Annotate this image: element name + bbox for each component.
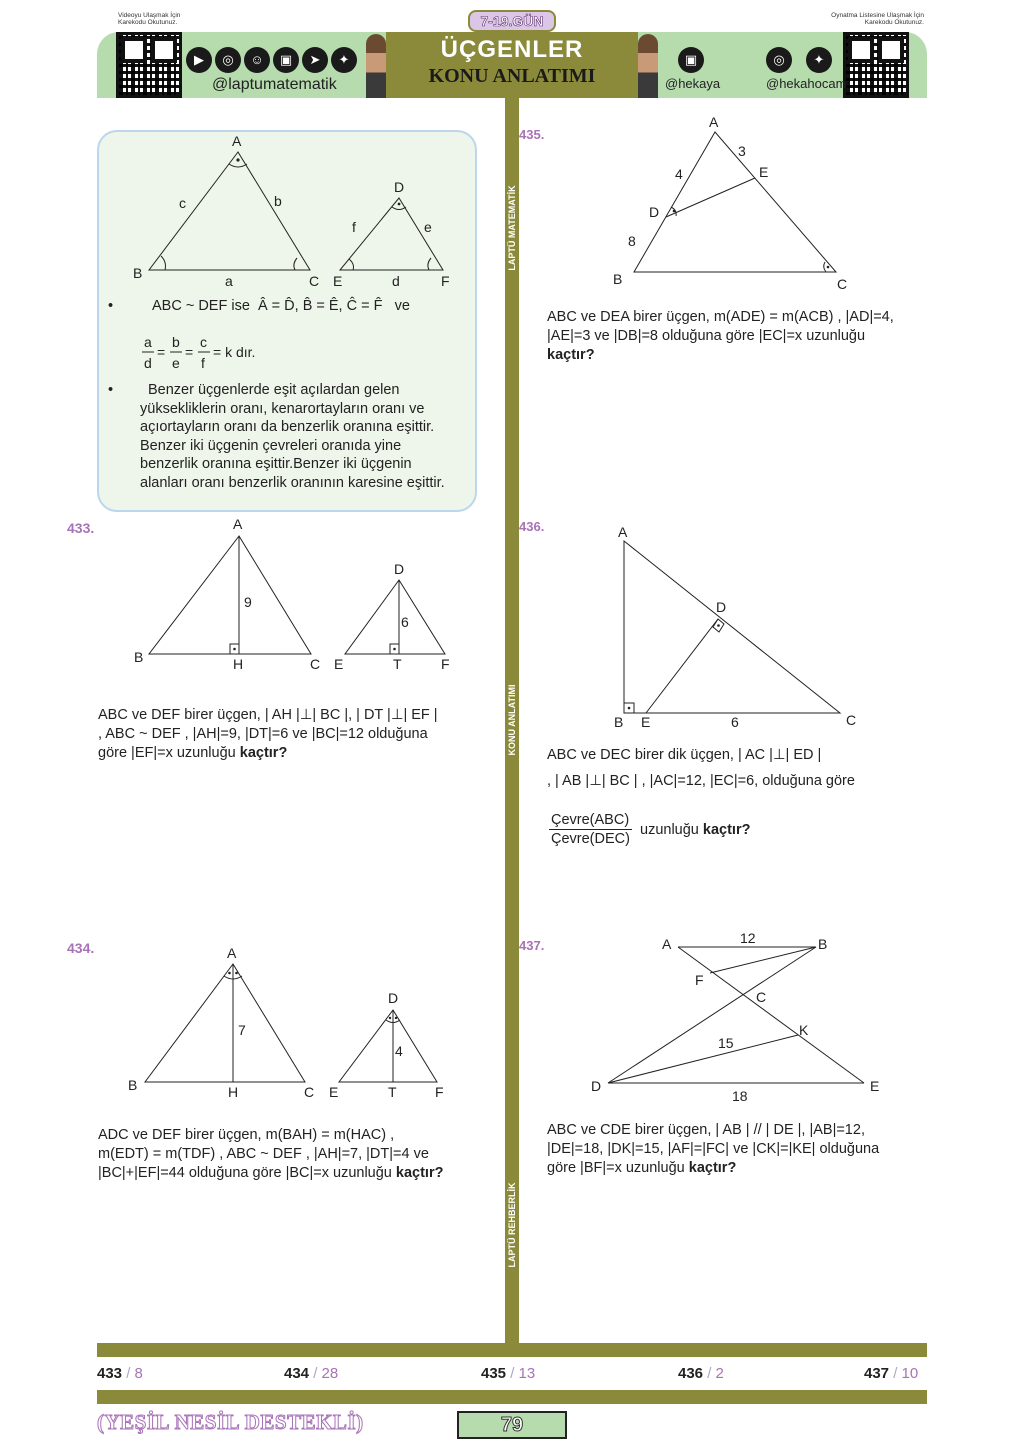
q437-label-E: E [870,1078,880,1094]
svg-text:c: c [200,334,207,350]
angle-equalities: Â = D̂, B̂ = Ê, Ĉ = F̂ [257,298,383,314]
q433-label-T: T [393,656,402,672]
left-avatar [366,34,386,98]
answer-bar-top-line [97,1343,927,1357]
q433-label-C: C [310,656,321,672]
q435-label-A: A [709,114,719,130]
day-badge [468,10,556,32]
twitch-icon[interactable]: ▣ [678,47,704,73]
title-plate [386,32,638,98]
q433-label-E: E [334,656,344,672]
svg-text:f: f [201,355,205,371]
q433-label-9: 9 [244,594,252,610]
q435-label-4: 4 [675,166,683,182]
divider-label-bottom: LAPTÜ REHBERLİK [507,1182,517,1268]
frac-numerator: Çevre(ABC) [549,812,632,830]
answer-434: 434 / 28 [284,1365,339,1382]
q434-label-D: D [388,990,399,1006]
question-436-figure [600,515,870,735]
right-handle-hekahocam[interactable]: @hekahocam [766,76,847,91]
q433-label-6: 6 [401,614,409,630]
twitch-icon[interactable]: ▣ [273,47,299,73]
q434-label-C: C [304,1084,315,1100]
question-436-number: 436. [519,519,545,534]
ratio-suffix: = k dır. [213,344,256,360]
question-433-number: 433. [67,520,95,536]
q434-label-B: B [128,1077,138,1093]
q433-label-D: D [394,561,405,577]
page-title: ÜÇGENLER [440,36,584,63]
divider-label-middle: KONU ANLATIMI [507,684,517,756]
q435-label-8: 8 [628,233,636,249]
answer-435: 435 / 13 [481,1365,536,1382]
instagram-icon[interactable]: ◎ [215,47,241,73]
q437-label-K: K [799,1022,809,1038]
right-handle-hekaya[interactable]: @hekaya [665,76,721,91]
discord-icon[interactable]: ☺ [244,47,270,73]
question-437-figure [580,925,900,1110]
q436-label-D: D [716,599,727,615]
question-436-tail: uzunluğu kaçtır? [640,822,751,838]
q437-label-18: 18 [732,1088,748,1104]
svg-text:e: e [172,355,180,371]
q436-label-C: C [846,712,857,728]
page-number-box [457,1411,567,1439]
q433-label-A: A [233,516,243,532]
theory-label-f: f [352,219,356,235]
q435-label-D: D [649,204,660,220]
q436-label-E: E [641,714,651,730]
theory-label-c: c [179,195,186,211]
q436-label-B: B [614,714,624,730]
frac-denominator: Çevre(DEC) [551,831,630,847]
day-badge-text: 7-19.GÜN [480,13,544,29]
bullet-2: • [108,382,114,398]
question-436-fraction [549,812,632,847]
q435-label-E: E [759,164,769,180]
bullet-1: • [108,298,114,314]
youtube-icon[interactable]: ▶ [186,47,212,73]
theory-label-d: d [392,273,400,289]
q436-label-6: 6 [731,714,739,730]
question-437-text: ABC ve CDE birer üçgen, | AB | // | DE |, |AB|=12, |DE|=18, |DK|=15, |AF|=|FC| ve |CK|=|KE| olduğuna göre |BF|=x uzunluğu kaçtır? [547,1122,880,1176]
theory-label-C: C [309,273,320,289]
q434-label-7: 7 [238,1022,246,1038]
svg-text:d: d [144,355,152,371]
answer-bar-bottom-line [97,1390,927,1404]
q434-label-4: 4 [395,1043,403,1059]
question-434-text: ADC ve DEF birer üçgen, m(BAH) = m(HAC) , m(EDT) = m(TDF) , ABC ~ DEF , |AH|=7, |DT|=4 ve |BC|+|EF|=44 olduğuna göre |BC|=x uzunluğu kaçtır? [98,1127,444,1181]
question-435-number: 435. [519,127,545,142]
q437-label-D: D [591,1078,602,1094]
q435-label-C: C [837,276,848,292]
right-avatar [638,34,658,98]
question-433-text: ABC ve DEF birer üçgen, | AH |⊥| BC |, | DT |⊥| EF | , ABC ~ DEF , |AH|=9, |DT|=6 ve |BC|=12 olduğuna göre |EF|=x uzunluğu kaçtır? [98,707,438,761]
q437-label-12: 12 [740,930,756,946]
twitter-icon[interactable]: ✦ [331,47,357,73]
telegram-icon[interactable]: ➤ [302,47,328,73]
q437-label-A: A [662,936,672,952]
q437-label-F: F [695,972,704,988]
question-434-number: 434. [67,940,95,956]
theory-label-e: e [424,219,432,235]
theory-figure [97,130,477,295]
answer-436: 436 / 2 [678,1365,724,1382]
bullet-1-text: ABC ~ DEF ise Â = D̂, B̂ = Ê, Ĉ = F̂ ve [152,298,410,314]
twitter-icon[interactable]: ✦ [806,47,832,73]
q433-label-H: H [233,656,244,672]
instagram-icon[interactable]: ◎ [766,47,792,73]
question-436-text: ABC ve DEC birer dik üçgen, | AC |⊥| ED | , | AB |⊥| BC | , |AC|=12, |EC|=6, olduğuna göre [547,747,855,789]
theory-label-a: a [225,273,233,289]
theory-label-E: E [333,273,343,289]
q434-label-F: F [435,1084,444,1100]
theory-label-B: B [133,265,143,281]
q435-label-B: B [613,271,623,287]
q436-label-A: A [618,524,628,540]
q437-label-C: C [756,989,767,1005]
question-434-figure [97,940,497,1105]
question-435-figure [600,110,860,295]
q434-label-E: E [329,1084,339,1100]
theory-label-A: A [232,133,242,149]
q433-label-F: F [441,656,450,672]
theory-label-b: b [274,193,282,209]
q434-label-A: A [227,945,237,961]
question-433-figure [97,512,497,677]
ratio-formula [140,334,280,374]
bullet-2-text: Benzer üçgenlerde eşit açılardan gelen yüksekliklerin oranı, kenarortayların oranı ve açıortayların oranı da benzerlik oranına eşittir. Benzer iki üçgenin çevreleri oranıda yine benzerlik oranına eşittir.Benzer iki üçgenin alanları oranı benzerlik oranının karesine eşittir. [140,382,445,491]
q435-label-3: 3 [738,143,746,159]
page-number: 79 [500,1414,524,1436]
theory-label-F: F [441,273,450,289]
q437-label-15: 15 [718,1035,734,1051]
theory-label-D: D [394,179,405,195]
q434-label-H: H [228,1084,239,1100]
answer-437: 437 / 10 [864,1365,919,1382]
divider-label-top: LAPTÜ MATEMATİK [507,185,517,271]
page-subtitle: KONU ANLATIMI [428,65,596,87]
svg-text:=: = [157,344,166,360]
q437-label-B: B [818,936,828,952]
question-437-number: 437. [519,938,545,953]
q433-label-B: B [134,649,144,665]
left-qr-code[interactable] [116,32,182,98]
answer-433: 433 / 8 [97,1365,143,1382]
q434-label-T: T [388,1084,397,1100]
footer-brand: (YEŞİL NESİL DESTEKLİ) [97,1410,364,1434]
question-435-text: ABC ve DEA birer üçgen, m(ADE) = m(ACB) , |AD|=4, |AE|=3 ve |DB|=8 olduğuna göre |EC|=x uzunluğu kaçtır? [547,309,894,363]
left-qr-note: Videoyu Ulaşmak İçin Karekodu Okutunuz. [118,12,181,26]
svg-text:=: = [185,344,194,360]
right-qr-note: Oynatma Listesine Ulaşmak İçin Karekodu Okutunuz. [831,12,924,26]
right-qr-code[interactable] [843,32,909,98]
svg-text:a: a [144,334,152,350]
svg-text:b: b [172,334,180,350]
left-handle[interactable]: @laptumatematik [212,76,337,93]
